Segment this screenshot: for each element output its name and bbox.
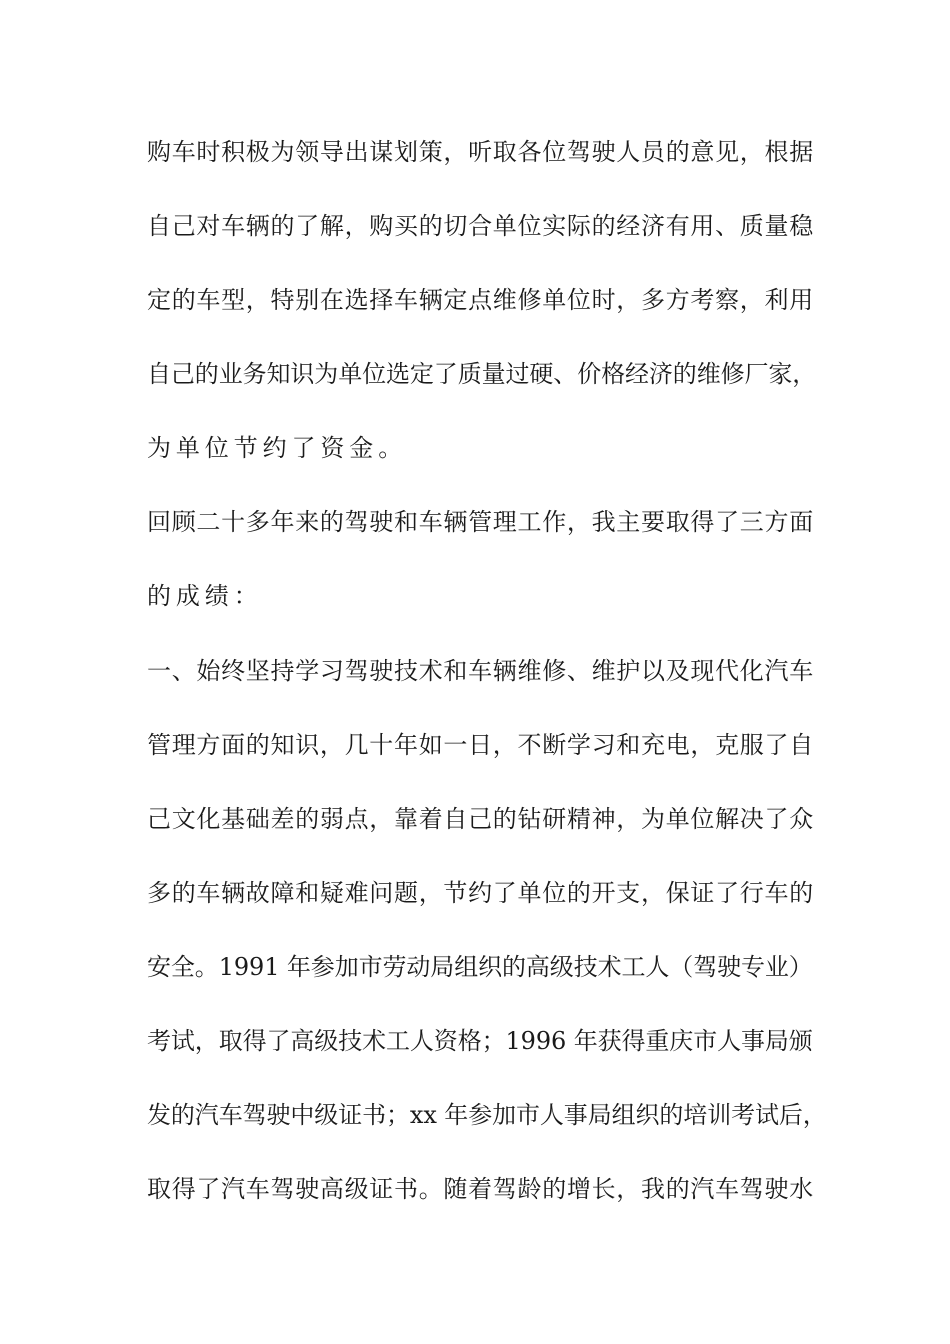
text-line: 为单位节约了资金。 bbox=[147, 434, 408, 462]
text-line: 取得了汽车驾驶高级证书。随着驾龄的增长，我的汽车驾驶水 bbox=[147, 1175, 814, 1203]
text-line: 自己的业务知识为单位选定了质量过硬、价格经济的维修厂家， bbox=[147, 360, 817, 388]
text-line: 多的车辆故障和疑难问题，节约了单位的开支，保证了行车的 bbox=[147, 879, 814, 907]
text-line: 购车时积极为领导出谋划策，听取各位驾驶人员的意见，根据 bbox=[147, 138, 814, 166]
text-line: 安全。1991 年参加市劳动局组织的高级技术工人（驾驶专业） bbox=[147, 953, 813, 981]
text-line: 一、始终坚持学习驾驶技术和车辆维修、维护以及现代化汽车 bbox=[147, 657, 814, 685]
text-line: 的成绩： bbox=[147, 582, 263, 610]
text-line: 发的汽车驾驶中级证书；xx 年参加市人事局组织的培训考试后， bbox=[147, 1101, 827, 1129]
text-line: 考试，取得了高级技术工人资格；1996 年获得重庆市人事局颁 bbox=[147, 1027, 813, 1055]
text-line: 回顾二十多年来的驾驶和车辆管理工作，我主要取得了三方面 bbox=[147, 508, 814, 536]
text-line: 定的车型，特别在选择车辆定点维修单位时，多方考察，利用 bbox=[147, 286, 814, 314]
text-line: 己文化基础差的弱点，靠着自己的钻研精神，为单位解决了众 bbox=[147, 805, 814, 833]
text-line: 管理方面的知识，几十年如一日，不断学习和充电，克服了自 bbox=[147, 731, 814, 759]
text-line: 自己对车辆的了解，购买的切合单位实际的经济有用、质量稳 bbox=[147, 212, 814, 240]
